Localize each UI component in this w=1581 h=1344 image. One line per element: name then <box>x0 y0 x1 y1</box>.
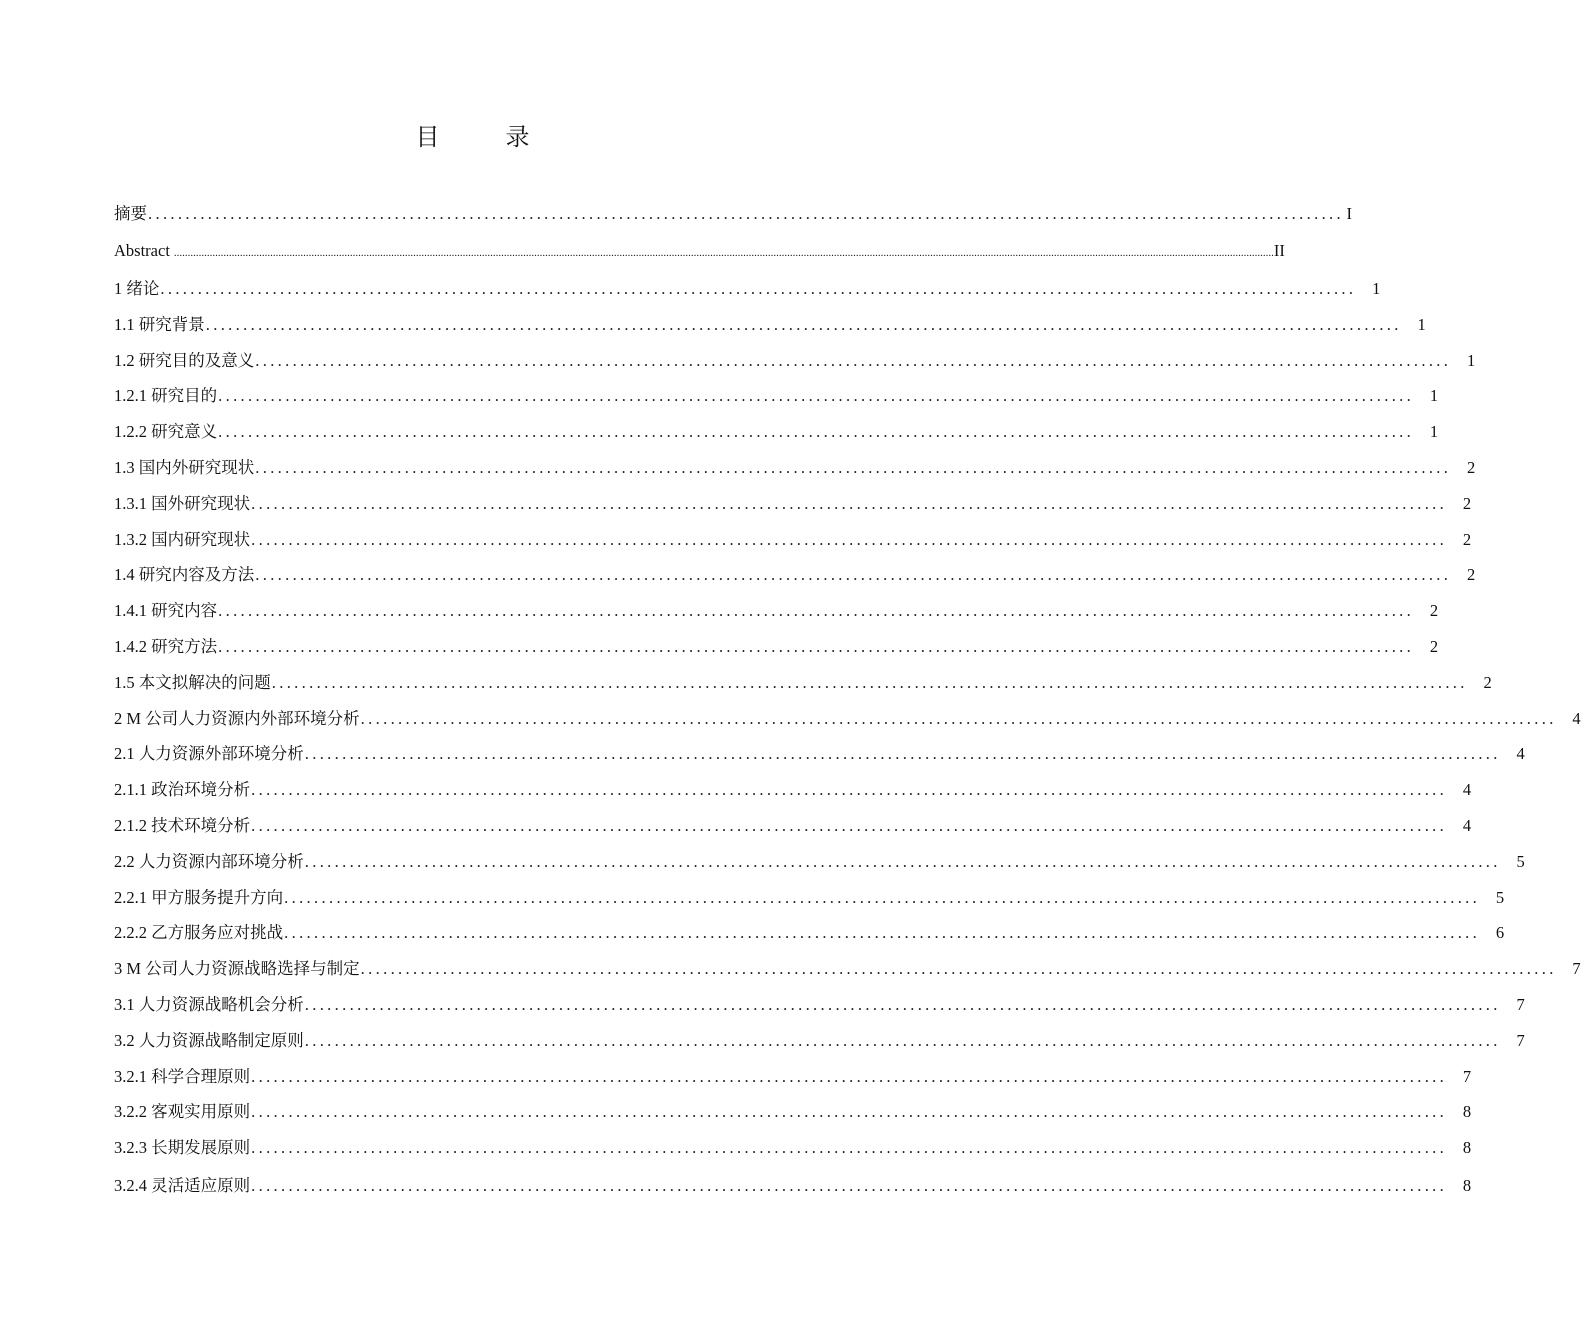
toc-entry-label: 3.2.1 科学合理原则 <box>114 1066 251 1086</box>
toc-page-number: 4 <box>1572 708 1581 728</box>
toc-entry[interactable] <box>114 414 1439 450</box>
toc-dot-leader: ................................................................................................................................................................ <box>360 959 1557 979</box>
toc-page-number: 2 <box>1429 636 1439 656</box>
toc-entry[interactable] <box>114 450 1476 486</box>
toc-dot-leader: ................................................................................................................................................................ <box>205 314 1402 334</box>
toc-entry-label: 摘要 <box>114 204 147 223</box>
toc-entry-label: 1.3.2 国内研究现状 <box>114 529 251 549</box>
toc-entry-label: 1.5 本文拟解决的问题 <box>114 672 271 692</box>
toc-entry-label: 3.2.4 灵活适应原则 <box>114 1175 251 1195</box>
table-of-contents <box>114 196 1581 1204</box>
toc-entry[interactable] <box>114 271 1381 307</box>
toc-dot-leader: ................................................................................................................................................................ <box>218 636 1415 656</box>
toc-entry-label: 3.2 人力资源战略制定原则 <box>114 1030 304 1050</box>
toc-entry[interactable] <box>114 343 1476 379</box>
toc-entry-label: 3 M 公司人力资源战略选择与制定 <box>114 959 360 979</box>
toc-page-number: II <box>1273 241 1285 260</box>
toc-entry[interactable] <box>114 665 1492 701</box>
toc-entry[interactable] <box>114 486 1472 522</box>
toc-dot-leader: ................................................................................................................................................................ <box>255 350 1452 370</box>
toc-entry[interactable] <box>114 1130 1472 1166</box>
toc-dot-leader: ................................................................................................................................................................ <box>304 1030 1501 1050</box>
toc-dot-leader: ................................................................................................................................................................ <box>251 1066 1448 1086</box>
toc-entry[interactable] <box>114 880 1505 916</box>
toc-entry-label: 2.1.2 技术环境分析 <box>114 815 251 835</box>
toc-page-number: 8 <box>1462 1175 1472 1195</box>
toc-dot-leader: ................................................................................................................................................................ <box>251 1102 1448 1122</box>
toc-page-number: 6 <box>1495 923 1505 943</box>
toc-page-number: 5 <box>1495 887 1505 907</box>
toc-dot-leader: ................................................................................................................................................................ <box>271 672 1468 692</box>
toc-entry[interactable] <box>114 307 1426 343</box>
toc-entry-label: 1.2 研究目的及意义 <box>114 350 255 370</box>
toc-entry[interactable] <box>114 629 1439 665</box>
toc-entry-label: 1 绪论 <box>114 279 160 298</box>
toc-page-number: 2 <box>1429 601 1439 621</box>
toc-page-number: 7 <box>1572 959 1581 979</box>
toc-dot-leader: ................................................................................................................................................................ <box>284 923 1481 943</box>
toc-entry[interactable] <box>114 522 1472 558</box>
toc-entry[interactable] <box>114 844 1525 880</box>
toc-entry[interactable] <box>114 1166 1472 1204</box>
toc-page-number: 2 <box>1467 565 1476 585</box>
toc-entry-label: 2.1.1 政治环境分析 <box>114 780 251 800</box>
toc-entry-label: 1.4 研究内容及方法 <box>114 565 255 585</box>
toc-dot-leader: ................................................................................................................................................................ <box>304 744 1501 764</box>
toc-dot-leader: ................................................................................................................................................................ <box>251 1138 1448 1158</box>
toc-entry-label: 1.4.2 研究方法 <box>114 636 218 656</box>
toc-page-number: 1 <box>1372 279 1381 298</box>
toc-page-number: 8 <box>1462 1138 1472 1158</box>
toc-entry-label: Abstract <box>114 241 170 260</box>
toc-page-number: 1 <box>1429 422 1439 442</box>
toc-entry-label: 3.1 人力资源战略机会分析 <box>114 994 304 1014</box>
toc-page-number: 1 <box>1467 350 1476 370</box>
toc-entry-label: 1.2.1 研究目的 <box>114 386 218 406</box>
toc-entry[interactable] <box>114 196 1352 233</box>
toc-entry[interactable] <box>114 233 1285 271</box>
toc-entry[interactable] <box>114 557 1476 593</box>
toc-entry-label: 2.1 人力资源外部环境分析 <box>114 744 304 764</box>
toc-dot-leader: ................................................................................................................................................................ <box>218 386 1415 406</box>
toc-page-number: 4 <box>1516 744 1525 764</box>
toc-entry[interactable] <box>114 701 1581 737</box>
toc-page-number: 7 <box>1462 1066 1472 1086</box>
toc-page-number: 4 <box>1462 815 1472 835</box>
toc-dot-leader: ................................................................................................................................................................ <box>251 815 1448 835</box>
toc-dot-leader: ................................................................................................................................................................ <box>360 708 1557 728</box>
toc-dot-leader: ................................................................................................................................................................................................................................................................................................................................................................................................................ <box>173 247 1274 259</box>
toc-page-number: 2 <box>1483 672 1492 692</box>
page-title: 目 录 <box>415 125 560 151</box>
toc-page-number: 4 <box>1462 780 1472 800</box>
toc-page-number: I <box>1346 204 1352 223</box>
toc-entry[interactable] <box>114 736 1525 772</box>
toc-entry-label: 1.4.1 研究内容 <box>114 601 218 621</box>
toc-entry-label: 2.2.2 乙方服务应对挑战 <box>114 923 284 943</box>
toc-page-number: 2 <box>1462 529 1472 549</box>
toc-page-number: 2 <box>1467 457 1476 477</box>
toc-dot-leader: ................................................................................................................................................................ <box>255 565 1452 585</box>
toc-entry[interactable] <box>114 951 1581 987</box>
toc-entry-label: 1.1 研究背景 <box>114 314 205 334</box>
toc-entry[interactable] <box>114 593 1439 629</box>
toc-entry[interactable] <box>114 772 1472 808</box>
toc-entry-label: 2 M 公司人力资源内外部环境分析 <box>114 708 360 728</box>
toc-entry-label: 3.2.2 客观实用原则 <box>114 1102 251 1122</box>
toc-dot-leader: ................................................................................................................................................................ <box>251 529 1448 549</box>
toc-entry[interactable] <box>114 987 1525 1023</box>
toc-dot-leader: ................................................................................................................................................................ <box>251 1175 1448 1195</box>
toc-dot-leader: ................................................................................................................................................................ <box>218 601 1415 621</box>
toc-entry[interactable] <box>114 915 1505 951</box>
toc-entry-label: 1.3 国内外研究现状 <box>114 457 255 477</box>
toc-dot-leader: ................................................................................................................................................................ <box>251 780 1448 800</box>
toc-entry-label: 1.2.2 研究意义 <box>114 422 218 442</box>
toc-page-number: 7 <box>1516 1030 1525 1050</box>
toc-page-number: 2 <box>1462 493 1472 513</box>
toc-dot-leader: ................................................................................................................................................................ <box>251 493 1448 513</box>
toc-entry-label: 2.2 人力资源内部环境分析 <box>114 851 304 871</box>
toc-entry-label: 1.3.1 国外研究现状 <box>114 493 251 513</box>
toc-entry-label: 3.2.3 长期发展原则 <box>114 1138 251 1158</box>
toc-dot-leader: ................................................................................................................................................................ <box>160 279 1357 298</box>
toc-page-number: 5 <box>1516 851 1525 871</box>
toc-dot-leader: ................................................................................................................................................................ <box>284 887 1481 907</box>
toc-entry-label: 2.2.1 甲方服务提升方向 <box>114 887 284 907</box>
toc-entry[interactable] <box>114 378 1439 414</box>
toc-entry[interactable] <box>114 808 1472 844</box>
toc-dot-leader: ................................................................................................................................................................ <box>304 851 1501 871</box>
toc-entry[interactable] <box>114 1059 1472 1095</box>
toc-dot-leader: ................................................................................................................................................................ <box>304 994 1501 1014</box>
toc-page-number: 8 <box>1462 1102 1472 1122</box>
toc-page-number: 1 <box>1417 314 1426 334</box>
toc-entry[interactable] <box>114 1094 1472 1130</box>
toc-entry[interactable] <box>114 1023 1525 1059</box>
toc-dot-leader: ................................................................................................................................................................ <box>148 204 1344 223</box>
toc-page-number: 1 <box>1429 386 1439 406</box>
toc-dot-leader: ................................................................................................................................................................ <box>218 422 1415 442</box>
toc-dot-leader: ................................................................................................................................................................ <box>255 457 1452 477</box>
toc-page-number: 7 <box>1516 994 1525 1014</box>
